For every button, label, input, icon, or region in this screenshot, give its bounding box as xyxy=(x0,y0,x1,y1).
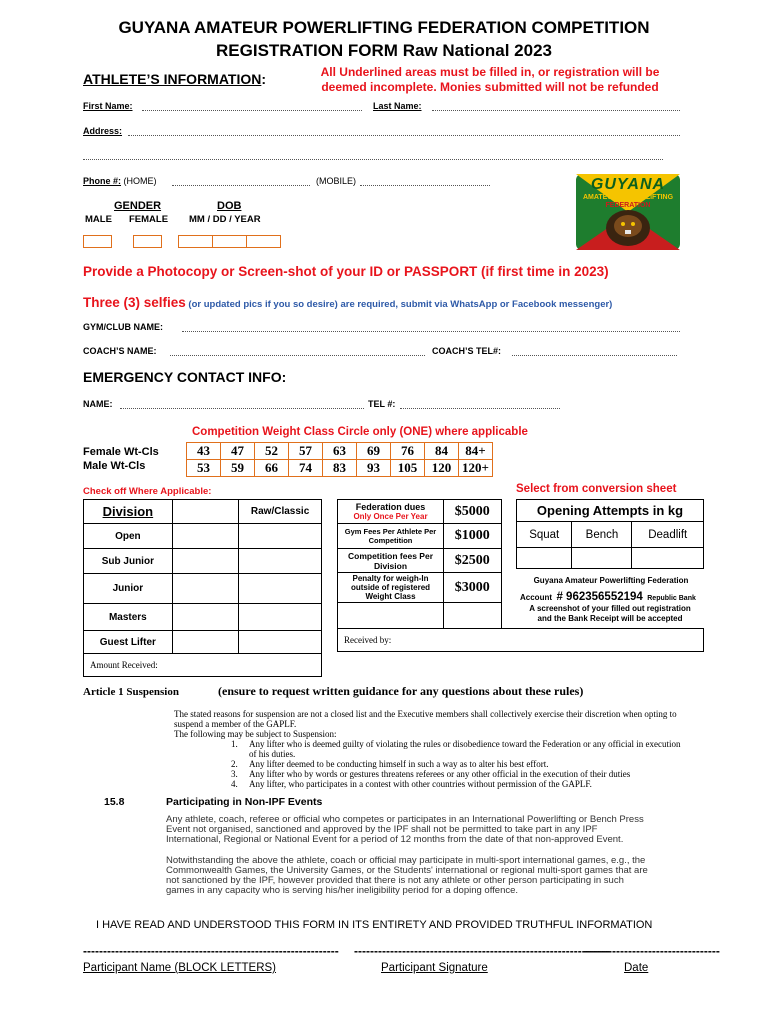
phone-row xyxy=(83,176,157,186)
fee-amount: $3000 xyxy=(444,573,502,603)
dob-format-label: MM / DD / YEAR xyxy=(189,214,261,225)
raw-check-cell[interactable] xyxy=(239,524,322,549)
male-class-cell[interactable]: 105 xyxy=(391,460,425,477)
division-heading: Division xyxy=(84,500,173,524)
female-class-cell[interactable]: 52 xyxy=(255,443,289,460)
gaplf-logo xyxy=(572,170,684,254)
participant-signature-label: Participant Signature xyxy=(381,962,488,974)
fee-sub-note: Only Once Per Year xyxy=(353,511,428,521)
attempts-col-row xyxy=(517,522,704,548)
female-class-cell[interactable]: 47 xyxy=(221,443,255,460)
bank-name: Guyana Amateur Powerlifting Federation xyxy=(533,576,689,585)
male-weight-label: Male Wt-Cls xyxy=(83,460,146,472)
fee-amount: $5000 xyxy=(444,500,502,524)
male-class-cell[interactable]: 59 xyxy=(221,460,255,477)
emergency-name-field[interactable] xyxy=(120,408,364,409)
suspension-item: 2. Any lifter deemed to be conducting himself in such a way as to alter his best effort. xyxy=(240,759,684,769)
coach-name-field[interactable] xyxy=(170,355,425,356)
date-line[interactable]: ---------------------------------- xyxy=(584,944,720,958)
gym-label-text: GYM/CLUB NAME xyxy=(83,322,160,332)
date-label: Date xyxy=(624,962,649,974)
fee-blank-cell[interactable] xyxy=(338,603,444,629)
address-field-2[interactable] xyxy=(83,159,663,160)
emergency-tel-field[interactable] xyxy=(400,408,560,409)
address-label: Address: xyxy=(83,126,123,136)
suspension-item: 1. Any lifter who is deemed guilty of violating the rules or disobedience toward the Federation or any official in execution of his duties. xyxy=(240,739,684,759)
coach-tel-field[interactable] xyxy=(512,355,677,356)
article-title: Article 1 Suspension xyxy=(83,686,179,698)
id-photocopy-notice: Provide a Photocopy or Screen-shot of your ID or PASSPORT (if first time in 2023) xyxy=(83,264,609,279)
division-row xyxy=(84,604,322,631)
emergency-heading-text: EMERGENCY CONTACT INFO xyxy=(83,369,282,385)
bank-label: Republic Bank xyxy=(647,595,696,602)
declaration-text: I HAVE READ AND UNDERSTOOD THIS FORM IN ITS ENTIRETY AND PROVIDED TRUTHFUL INFORMATION xyxy=(96,919,653,931)
female-class-cell[interactable]: 43 xyxy=(187,443,221,460)
division-blank-header xyxy=(172,500,238,524)
form-title-registration: REGISTRATION FORM xyxy=(216,41,398,60)
article-body xyxy=(174,709,684,789)
division-name: Guest Lifter xyxy=(84,631,173,654)
emergency-heading xyxy=(83,369,286,385)
bench-heading: Bench xyxy=(572,522,632,548)
selfies-main: Three (3) selfies xyxy=(83,295,186,310)
division-check-cell[interactable] xyxy=(172,631,238,654)
gym-label: GYM/CLUB NAME: xyxy=(83,322,163,332)
article-para1: The stated reasons for suspension are not a closed list and the Executive members shall collectively exercise their discretion when opting to suspend a member of the GAPLF. xyxy=(174,709,677,729)
home-phone-field[interactable] xyxy=(172,185,310,186)
opening-attempts-table xyxy=(516,499,704,569)
division-name: Sub Junior xyxy=(84,549,173,574)
weight-class-title: Competition Weight Class Circle only (ONE) where applicable xyxy=(192,426,528,438)
logo-text-top: GUYANA xyxy=(590,176,666,193)
emergency-name-text: NAME xyxy=(83,399,110,409)
selfies-notice xyxy=(83,294,612,312)
division-check-cell[interactable] xyxy=(172,549,238,574)
coach-name-label: COACH’S NAME: xyxy=(83,346,157,356)
squat-attempt-cell[interactable] xyxy=(517,548,572,569)
suspension-item: 4. Any lifter, who participates in a contest with other countries without permission of the GAPLF. xyxy=(240,779,684,789)
male-class-cell[interactable]: 83 xyxy=(323,460,357,477)
division-name: Junior xyxy=(84,574,173,604)
fee-label-text: Federation dues xyxy=(355,501,426,512)
gym-field[interactable] xyxy=(182,331,680,332)
athlete-info-heading xyxy=(83,71,266,87)
attempts-header-row xyxy=(517,500,704,522)
logo-text-bot: FEDERATION xyxy=(605,202,651,209)
division-row xyxy=(84,631,322,654)
address-field-1[interactable] xyxy=(128,135,680,136)
division-table xyxy=(83,499,322,677)
raw-check-cell[interactable] xyxy=(239,574,322,604)
attempts-heading: Opening Attempts in kg xyxy=(517,500,704,522)
gender-label: GENDER xyxy=(114,200,162,212)
female-class-cell[interactable]: 69 xyxy=(357,443,391,460)
female-class-cell[interactable]: 84 xyxy=(425,443,459,460)
amount-received-cell[interactable]: Amount Received: xyxy=(84,654,322,677)
mobile-label: (MOBILE) xyxy=(316,176,357,186)
phone-label: Phone #: xyxy=(83,176,122,186)
female-checkbox[interactable] xyxy=(133,235,162,248)
ipf-para2: Notwithstanding the above the athlete, coach or official may participate in multi-sport international games, e.g., the Commonwealth Games, the University Games, or the Students' international or regional multi-sport games that are not sanctioned by the IPF, however provided that there is not any athlete or other person participating in such games in any capacity who is serving his/her ineligibility period for a doping offence. xyxy=(166,855,648,896)
received-by-cell[interactable]: Received by: xyxy=(338,629,704,652)
logo-text-mid: AMATEUR POWERLIFTING xyxy=(582,194,674,201)
female-class-cell[interactable]: 63 xyxy=(323,443,357,460)
dob-label: DOB xyxy=(217,200,242,212)
account-number: # 962356552194 xyxy=(556,591,643,603)
male-class-cell[interactable]: 74 xyxy=(289,460,323,477)
conversion-sheet-note: Select from conversion sheet xyxy=(516,483,677,495)
notice-line1: All Underlined areas must be filled in, or registration will be xyxy=(320,65,660,79)
squat-heading: Squat xyxy=(517,522,572,548)
emergency-colon: : xyxy=(281,369,287,385)
underline-notice xyxy=(290,65,690,95)
division-check-cell[interactable] xyxy=(172,574,238,604)
raw-classic-heading: Raw/Classic xyxy=(239,500,322,524)
raw-check-cell[interactable] xyxy=(239,631,322,654)
fee-amount: $1000 xyxy=(444,524,502,549)
division-name: Open xyxy=(84,524,173,549)
fee-blank-amount[interactable] xyxy=(444,603,502,629)
raw-check-cell[interactable] xyxy=(239,549,322,574)
first-name-field[interactable] xyxy=(142,110,362,111)
received-by-row xyxy=(338,629,704,652)
dob-year-box[interactable] xyxy=(246,235,281,248)
raw-check-cell[interactable] xyxy=(239,604,322,631)
division-name: Masters xyxy=(84,604,173,631)
last-name-field[interactable] xyxy=(432,110,680,111)
division-check-cell[interactable] xyxy=(172,524,238,549)
weight-class-table xyxy=(186,442,493,477)
account-label: Account xyxy=(520,593,552,602)
deadlift-attempt-cell[interactable] xyxy=(632,548,704,569)
ipf-section-title: Participating in Non-IPF Events xyxy=(166,796,323,808)
article-note: (ensure to request written guidance for any questions about these rules) xyxy=(218,684,584,698)
screenshot-note-line2: and the Bank Receipt will be accepted xyxy=(537,614,683,623)
bench-attempt-cell[interactable] xyxy=(572,548,632,569)
amount-received-row xyxy=(84,654,322,677)
form-title-line2 xyxy=(0,41,768,61)
male-class-cell[interactable]: 93 xyxy=(357,460,391,477)
division-row xyxy=(84,574,322,604)
male-class-cell[interactable]: 53 xyxy=(187,460,221,477)
notice-line2: deemed incomplete. Monies submitted will not be refunded xyxy=(321,80,659,94)
deadlift-heading: Deadlift xyxy=(632,522,704,548)
last-name-label: Last Name: xyxy=(373,101,422,111)
screenshot-note-line1: A screenshot of your filled out registration xyxy=(529,604,691,613)
suspension-item: 3. Any lifter who by words or gestures threatens referees or any other official in the execution of their duties xyxy=(240,769,684,779)
dob-day-box[interactable] xyxy=(212,235,247,248)
coach-tel-label: COACH’S TEL#: xyxy=(432,346,502,356)
male-class-cell[interactable]: 120 xyxy=(425,460,459,477)
form-title-event: Raw National 2023 xyxy=(397,41,552,60)
form-title-line1: GUYANA AMATEUR POWERLIFTING FEDERATION COMPETITION xyxy=(118,18,650,37)
female-class-cell[interactable]: 57 xyxy=(289,443,323,460)
fee-label: Competition fees Per Division xyxy=(338,549,444,573)
athlete-info-colon: : xyxy=(261,71,267,87)
fee-label xyxy=(338,500,444,524)
female-class-cell[interactable]: 76 xyxy=(391,443,425,460)
name-signature-line[interactable]: ---------------------------------------------------------------- xyxy=(83,944,339,958)
female-class-cell[interactable]: 84+ xyxy=(459,443,493,460)
female-weight-row xyxy=(187,443,493,460)
male-weight-row xyxy=(187,460,493,477)
suspension-list xyxy=(174,739,684,789)
male-class-cell[interactable]: 120+ xyxy=(459,460,493,477)
emergency-tel-label: TEL #: xyxy=(368,399,396,409)
division-check-cell[interactable] xyxy=(172,604,238,631)
article-para2: The following may be subject to Suspension: xyxy=(174,729,337,739)
selfies-sub: (or updated pics if you so desire) are required, submit via WhatsApp or Facebook messenger) xyxy=(185,299,613,310)
dob-month-box[interactable] xyxy=(178,235,213,248)
signature-line[interactable]: ---------------------------------------------------------------- xyxy=(354,944,610,958)
division-row xyxy=(84,549,322,574)
mobile-phone-field[interactable] xyxy=(360,185,490,186)
ipf-para1: Any athlete, coach, referee or official who competes or participates in an International Powerlifting or Bench Press Event not organised, sanctioned and approved by the IPF shall not be permitted to take part in any IPF International, Regional or National Event for a period of 12 months from the date of that non-approved Event. xyxy=(166,814,644,845)
male-checkbox[interactable] xyxy=(83,235,112,248)
screenshot-note xyxy=(510,604,710,624)
fee-label: Gym Fees Per Athlete Per Competition xyxy=(338,524,444,549)
fee-amount: $2500 xyxy=(444,549,502,573)
male-class-cell[interactable]: 66 xyxy=(255,460,289,477)
division-row xyxy=(84,524,322,549)
athlete-info-heading-text: ATHLETE’S INFORMATION xyxy=(83,71,262,87)
male-label: MALE xyxy=(85,214,112,225)
fee-label: Penalty for weigh-In outside of registered Weight Class xyxy=(338,573,444,603)
female-weight-label: Female Wt-Cls xyxy=(83,446,159,458)
checkoff-label: Check off Where Applicable: xyxy=(83,486,212,497)
attempts-entry-row xyxy=(517,548,704,569)
female-label: FEMALE xyxy=(129,214,169,225)
participant-name-label: Participant Name (BLOCK LETTERS) xyxy=(83,962,277,974)
bank-account xyxy=(520,587,696,605)
ipf-section-number: 15.8 xyxy=(104,796,125,808)
first-name-label: First Name: xyxy=(83,101,133,111)
emergency-name-label: NAME: xyxy=(83,399,113,409)
home-label: (HOME) xyxy=(121,176,157,186)
division-header-row xyxy=(84,500,322,524)
